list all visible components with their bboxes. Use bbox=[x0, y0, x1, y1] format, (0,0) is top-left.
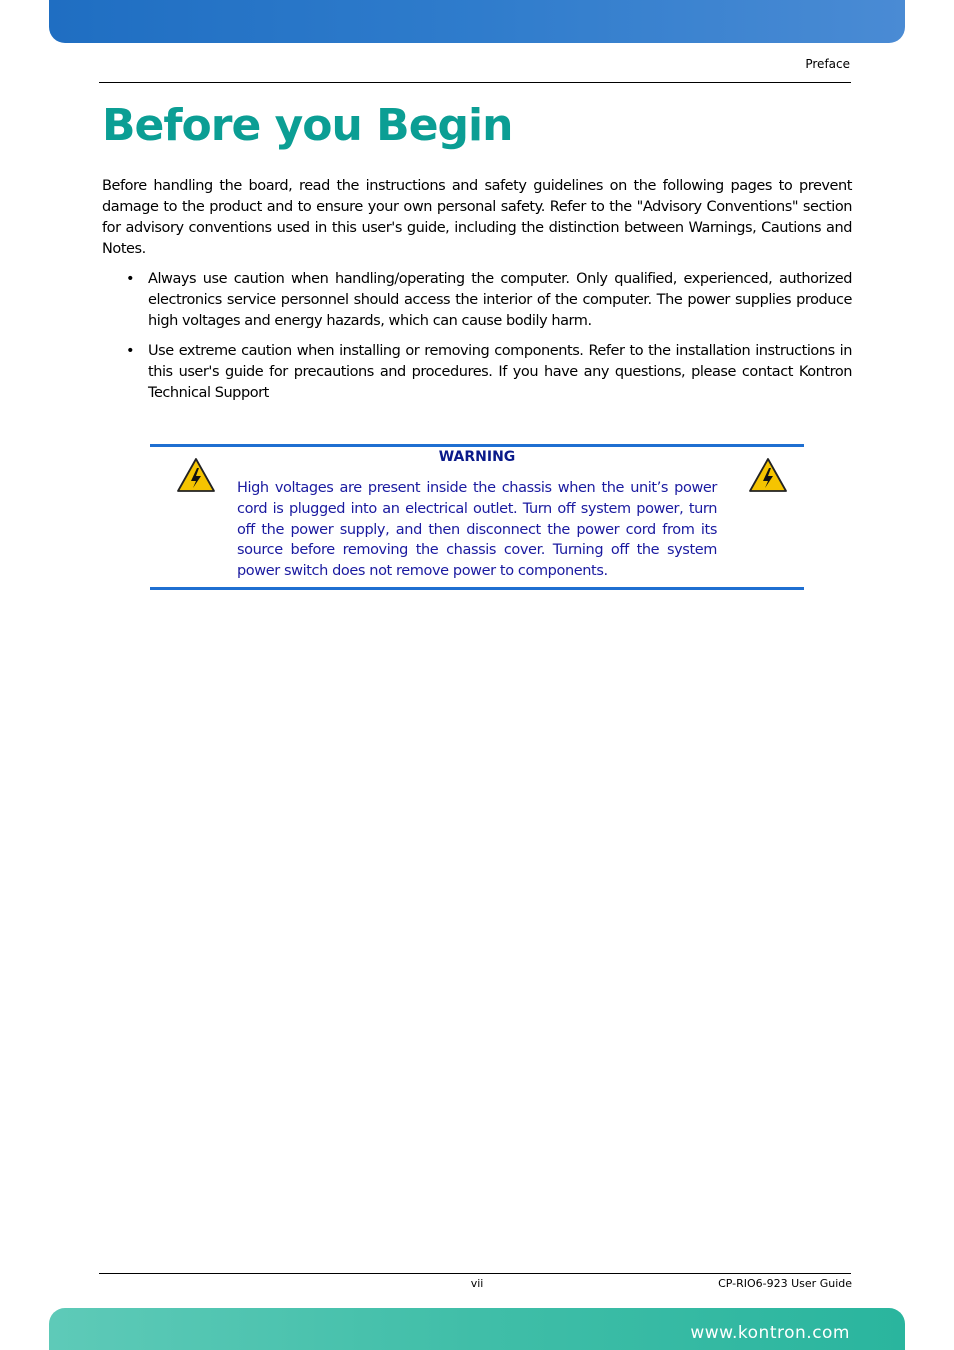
list-item-text: Always use caution when handling/operating the computer. Only qualified, experienced, authorized electronics service personnel should access the interior of the computer. The power supplies produce high voltages and energy hazards, which can cause bodily harm. bbox=[148, 271, 852, 329]
list-item bbox=[102, 269, 852, 332]
footer-divider bbox=[99, 1273, 851, 1274]
intro-paragraph: Before handling the board, read the instructions and safety guidelines on the following pages to prevent damage to the product and to ensure your own personal safety. Refer to the "Advisory Conventions" section for advisory conventions used in this user's guide, including the distinction between Warnings, Cautions and Notes. bbox=[102, 178, 852, 257]
section-label: Preface bbox=[805, 57, 850, 71]
guide-name: CP-RIO6-923 User Guide bbox=[718, 1277, 852, 1290]
warning-box bbox=[150, 444, 804, 590]
safety-list bbox=[102, 269, 852, 413]
list-item bbox=[102, 341, 852, 404]
header-band bbox=[49, 0, 905, 43]
bullet-marker: • bbox=[126, 271, 135, 287]
electrical-hazard-icon bbox=[748, 457, 788, 493]
page-title: Before you Begin bbox=[102, 100, 513, 151]
header-divider bbox=[99, 82, 851, 83]
page-number: vii bbox=[470, 1277, 484, 1290]
bullet-marker: • bbox=[126, 343, 135, 359]
warning-text: High voltages are present inside the chassis when the unit’s power cord is plugged into an electrical outlet. Turn off system power, turn off the power supply, and then disconnect the power cord from its source before removing the chassis cover. Turning off the system power switch does not remove power to components. bbox=[237, 480, 717, 580]
warning-title: WARNING bbox=[438, 449, 516, 465]
list-item-text: Use extreme caution when installing or removing components. Refer to the installation instructions in this user's guide for precautions and procedures. If you have any questions, please contact Kontron Technical Support bbox=[148, 343, 852, 401]
website-link[interactable]: www.kontron.com bbox=[690, 1323, 850, 1343]
